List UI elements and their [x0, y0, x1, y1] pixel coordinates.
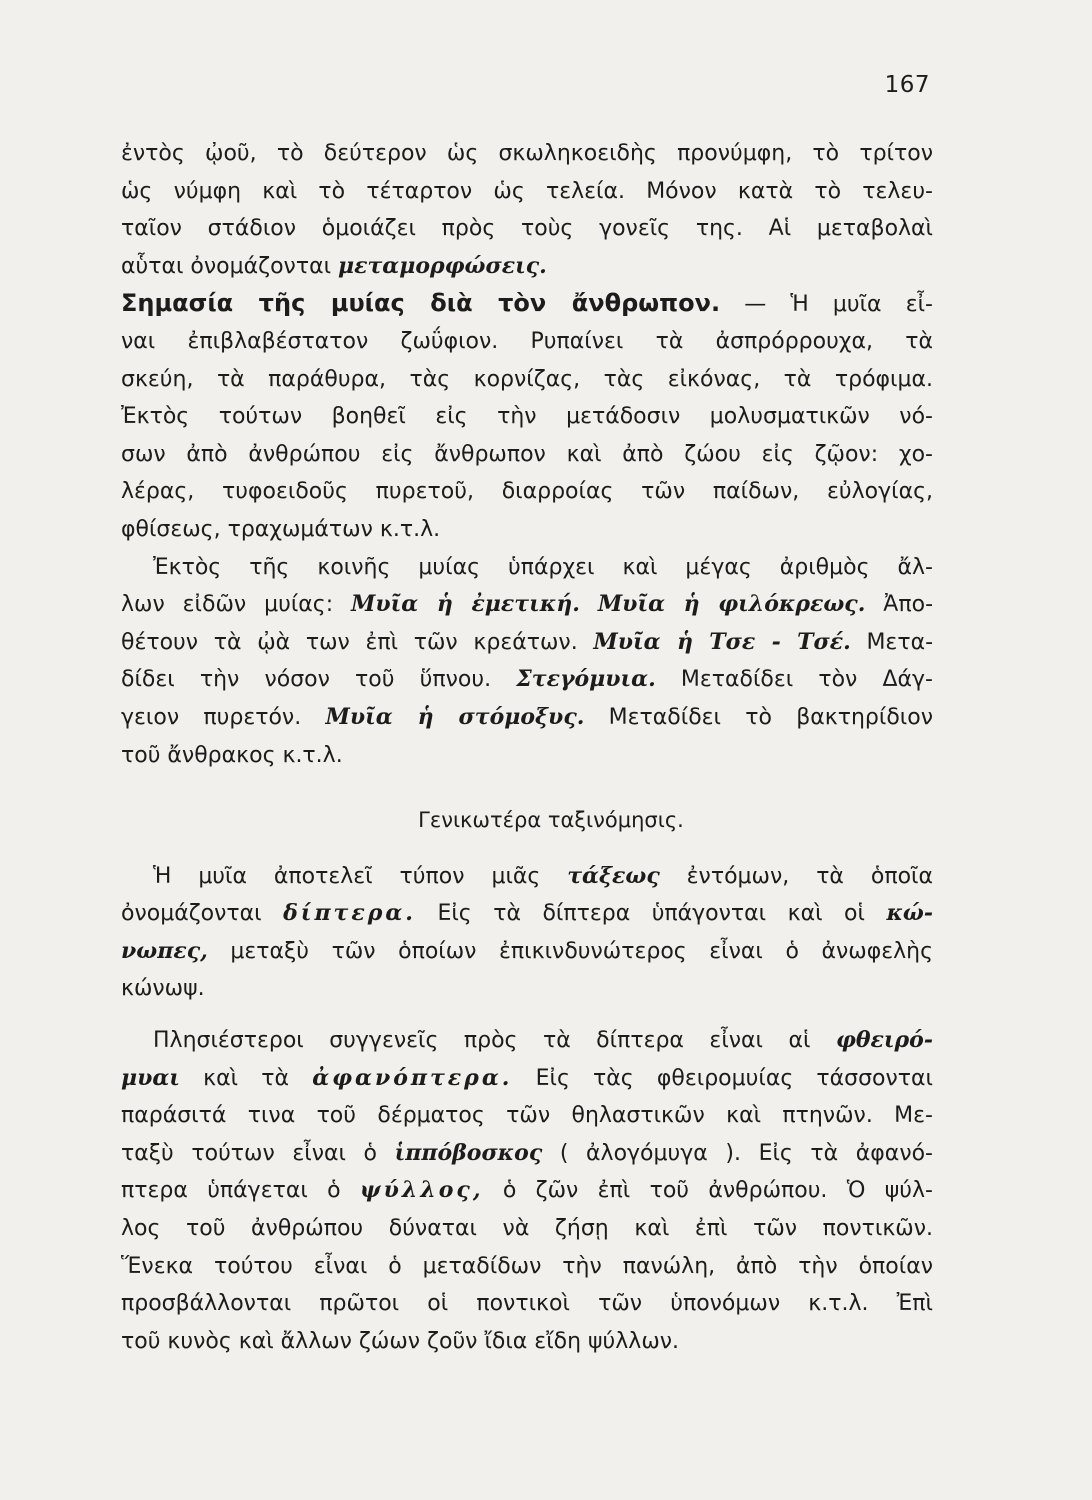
text-line: [121, 933, 933, 971]
emphasized-term: ἀφανόπτερα.: [312, 1064, 513, 1091]
paragraph-metamorphosis: [121, 135, 933, 285]
text-line: τοῦ κυνὸς καὶ ἄλλων ζώων ζοῦν ἴδια εἴδη ψύλλων.: [121, 1328, 680, 1354]
text-run: γειον πυρετόν.: [121, 704, 326, 730]
page-number: 167: [884, 72, 930, 98]
text-line: [121, 586, 933, 624]
species-name: Μυῖα ἡ φιλόκρεως.: [597, 591, 866, 618]
text-line: ναι ἐπιβλαβέστατον ζωΰφιον. Ρυπαίνει τὰ ἀσπρόρρουχα, τὰ: [121, 328, 933, 354]
text-line: λέρας, τυφοειδοῦς πυρετοῦ, διαρροίας τῶν παίδων, εὐλογίας,: [121, 479, 933, 505]
paragraph-other-species: [121, 549, 933, 775]
emphasized-term: ψύλλος,: [359, 1177, 484, 1204]
text-run: ὀνομάζονται: [121, 901, 284, 927]
body-text: [121, 135, 933, 1360]
paragraph-relatives: [121, 1022, 933, 1360]
text-run: δίδει τὴν νόσον τοῦ ὕπνου.: [121, 667, 517, 693]
text-run: ἐντόμων, τὰ ὁποῖα: [659, 863, 933, 889]
emphasized-term: μεταμορφώσεις.: [338, 252, 547, 279]
text-line: [121, 661, 933, 699]
text-run: Μεταδίδει τὸν Δάγ-: [655, 667, 933, 693]
text-line: [121, 895, 933, 933]
text-line: [121, 1135, 933, 1173]
text-run: ὁ ζῶν ἐπὶ τοῦ ἀνθρώπου. Ὁ ψύλ-: [483, 1178, 933, 1204]
text-line: Ἐκτὸς τούτων βοηθεῖ εἰς τὴν μετάδοσιν μολυσματικῶν νό-: [121, 404, 933, 430]
text-run: ταξὺ τούτων εἶναι ὁ: [121, 1140, 395, 1166]
text-line: [121, 1022, 933, 1060]
text-line: [121, 699, 933, 737]
text-run: Πλησιέστεροι συγγενεῖς πρὸς τὰ δίπτερα εἶναι αἱ: [153, 1028, 836, 1054]
text-run: Μεταδίδει τὸ βακτηρίδιον: [584, 704, 933, 730]
text-run: — Ἡ μυῖα εἶ-: [720, 292, 933, 318]
text-line: τοῦ ἄνθρακος κ.τ.λ.: [121, 742, 343, 768]
text-line: [121, 1172, 933, 1210]
emphasized-term: δίπτερα.: [283, 900, 416, 927]
text-line: σων ἀπὸ ἀνθρώπου εἰς ἄνθρωπον καὶ ἀπὸ ζώου εἰς ζῷον: χο-: [121, 441, 933, 467]
text-line: Ἕνεκα τούτου εἶναι ὁ μεταδίδων τὴν πανώλη, ἀπὸ τὴν ὁποίαν: [121, 1253, 933, 1279]
text-run: θέτουν τὰ ᾠὰ των ἐπὶ τῶν κρεάτων.: [121, 629, 594, 655]
text-run: πτερα ὑπάγεται ὁ: [121, 1178, 360, 1204]
emphasized-term: φθειρό-: [835, 1027, 933, 1054]
text-line: σκεύη, τὰ παράθυρα, τὰς κορνίζας, τὰς εἰκόνας, τὰ τρόφιμα.: [121, 366, 933, 392]
text-run: Εἰς τὰ δίπτερα ὑπάγονται καὶ οἱ: [415, 901, 887, 927]
text-line: [121, 858, 933, 896]
text-line: παράσιτά τινα τοῦ δέρματος τῶν θηλαστικῶν καὶ πτηνῶν. Με-: [121, 1103, 933, 1129]
emphasized-term: τάξεως: [567, 862, 660, 889]
text-run: αὗται ὀνομάζονται: [121, 253, 339, 279]
text-line: φθίσεως, τραχωμάτων κ.τ.λ.: [121, 516, 441, 542]
paragraph-gap: [121, 1008, 933, 1022]
text-line: ταῖον στάδιον ὁμοιάζει πρὸς τοὺς γονεῖς της. Αἱ μεταβολαὶ: [121, 216, 933, 242]
emphasized-term: νωπες,: [121, 937, 208, 964]
section-heading: Γενικωτέρα ταξινόμησις.: [418, 808, 684, 833]
text-line: ἐντὸς ᾠοῦ, τὸ δεύτερον ὡς σκωληκοειδὴς προνύμφη, τὸ τρίτον: [121, 141, 933, 166]
text-run: καὶ τὰ: [179, 1065, 313, 1091]
text-line: ὡς νύμφη καὶ τὸ τέταρτον ὡς τελεία. Μόνον κατὰ τὸ τελευ-: [121, 178, 933, 204]
text-line: προσβάλλονται πρῶτοι οἱ ποντικοὶ τῶν ὑπονόμων κ.τ.λ. Ἐπὶ: [121, 1291, 933, 1317]
run-in-heading: Σημασία τῆς μυίας διὰ τὸν ἄνθρωπον.: [121, 289, 721, 318]
text-line: Ἐκτὸς τῆς κοινῆς μυίας ὑπάρχει καὶ μέγας ἀριθμὸς ἄλ-: [153, 554, 933, 580]
text-run: μεταξὺ τῶν ὁποίων ἐπικινδυνώτερος εἶναι ὁ ἀνωφελὴς: [207, 938, 933, 964]
species-name: Μυῖα ἡ στόμοξυς.: [325, 703, 585, 730]
species-name: Μυῖα ἡ Τσε - Τσέ.: [593, 628, 851, 655]
text-run: Εἰς τὰς φθειρομυίας τάσσονται: [512, 1065, 933, 1091]
text-line: [121, 624, 933, 662]
text-line: [121, 285, 933, 323]
emphasized-term: μυαι: [121, 1064, 180, 1091]
text-run: λων εἰδῶν μυίας:: [121, 592, 352, 618]
paragraph-significance: [121, 285, 933, 548]
text-run: Μετα-: [850, 629, 934, 655]
text-run: Ἡ μυῖα ἀποτελεῖ τύπον μιᾶς: [153, 863, 568, 889]
text-line: [121, 248, 933, 286]
text-line: λος τοῦ ἀνθρώπου δύναται νὰ ζήσῃ καὶ ἐπὶ τῶν ποντικῶν.: [121, 1216, 933, 1242]
text-line: κώνωψ.: [121, 976, 205, 1002]
text-run: [580, 592, 598, 617]
text-line: [121, 1060, 933, 1098]
text-run: Ἀπο-: [865, 592, 934, 618]
emphasized-term: κώ-: [886, 900, 934, 927]
species-name: Στεγόμυια.: [516, 666, 656, 693]
species-name: Μυῖα ἡ ἐμετική.: [351, 591, 580, 618]
paragraph-classification: [121, 858, 933, 1008]
text-run: ( ἀλογόμυγα ). Εἰς τὰ ἀφανό-: [542, 1140, 934, 1166]
emphasized-term: ἱππόβοσκος: [394, 1139, 543, 1166]
